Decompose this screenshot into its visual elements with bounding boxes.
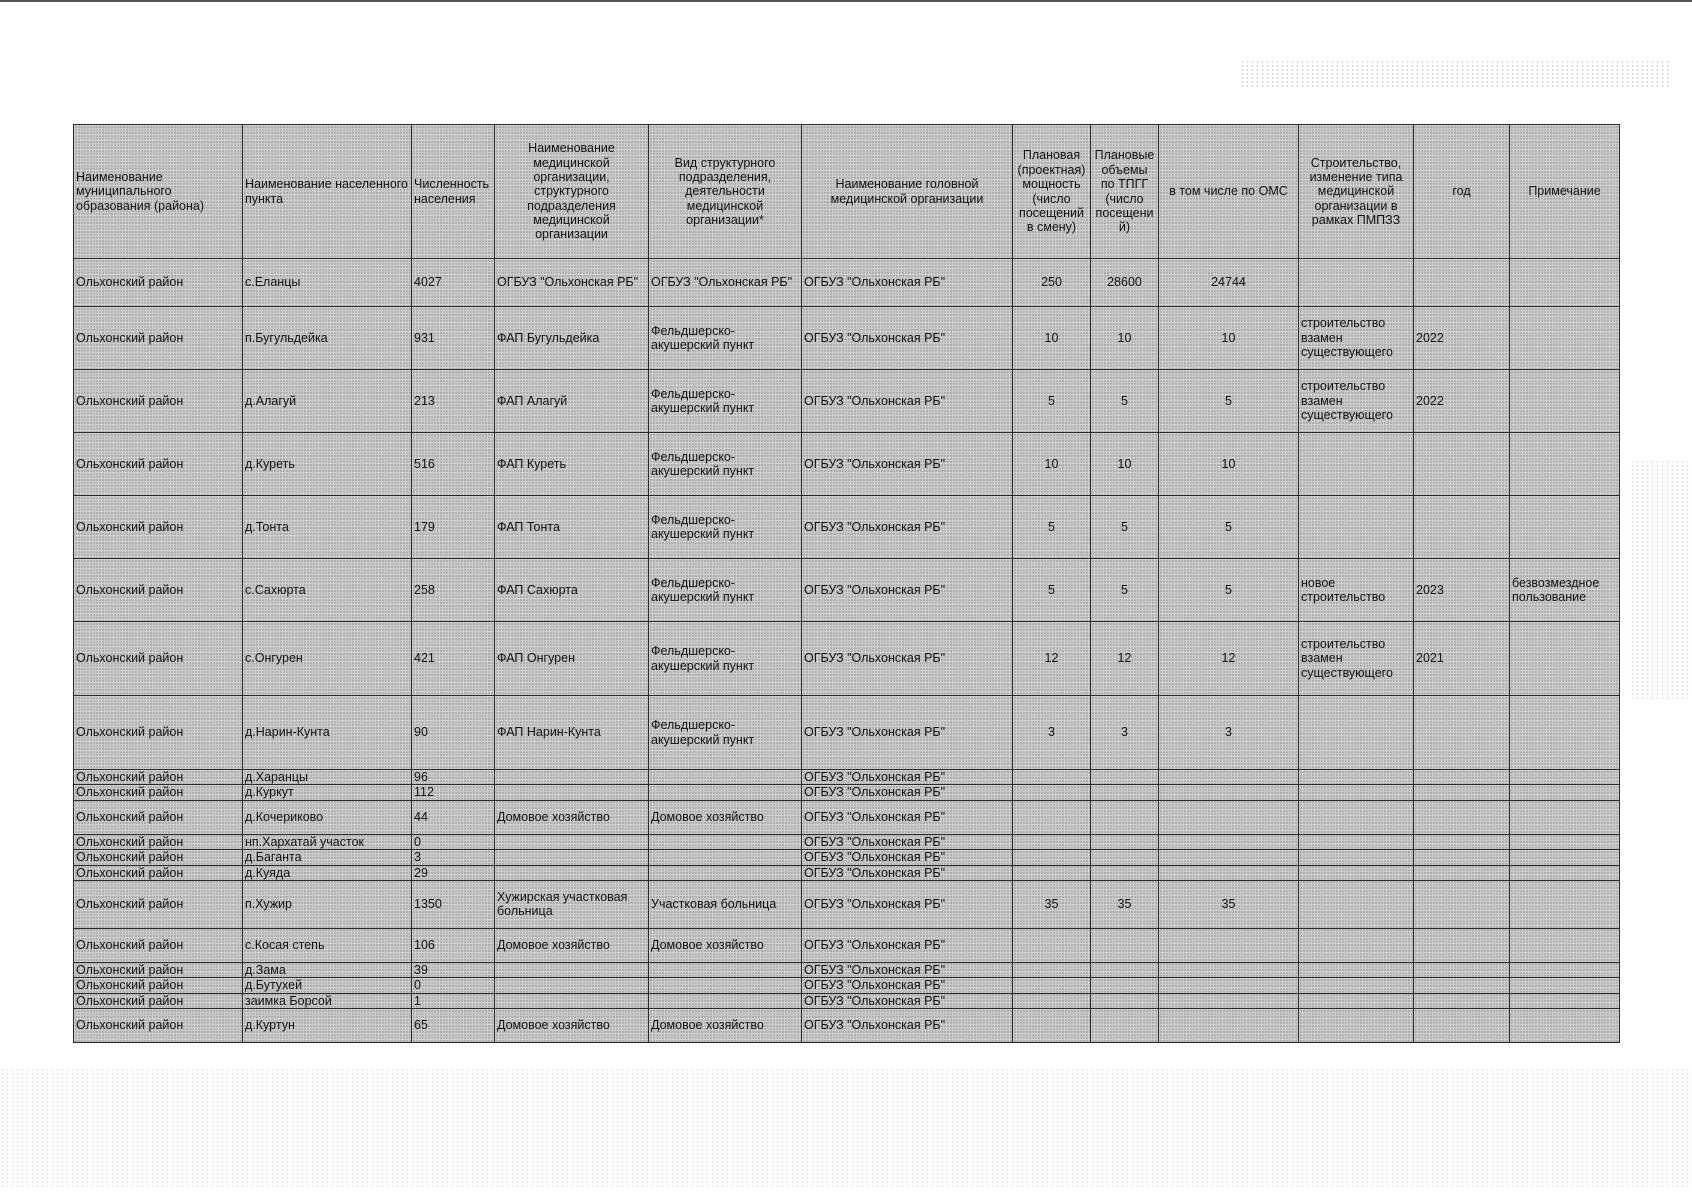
cell-head-organization: ОГБУЗ "Ольхонская РБ": [802, 834, 1013, 849]
cell-settlement: с.Косая степь: [243, 928, 412, 962]
cell-medical-organization: [495, 993, 649, 1008]
cell-head-organization: ОГБУЗ "Ольхонская РБ": [802, 800, 1013, 834]
cell-municipality: Ольхонский район: [74, 770, 243, 785]
cell-medical-organization: ФАП Бугульдейка: [495, 307, 649, 370]
cell-year: [1414, 259, 1510, 307]
cell-head-organization: ОГБУЗ "Ольхонская РБ": [802, 622, 1013, 696]
cell-medical-organization: [495, 978, 649, 993]
cell-note: безвозмездное пользование: [1510, 559, 1620, 622]
cell-planned-volumes: [1091, 770, 1159, 785]
cell-municipality: Ольхонский район: [74, 559, 243, 622]
cell-year: [1414, 785, 1510, 800]
cell-construction: строительство взамен существующего: [1299, 307, 1414, 370]
cell-medical-organization: [495, 770, 649, 785]
cell-unit-type: Фельдшерско-акушерский пункт: [649, 696, 802, 770]
cell-settlement: нп.Хархатай участок: [243, 834, 412, 849]
cell-construction: [1299, 993, 1414, 1008]
cell-planned-volumes: [1091, 785, 1159, 800]
cell-unit-type: ОГБУЗ "Ольхонская РБ": [649, 259, 802, 307]
cell-medical-organization: Хужирская участковая больница: [495, 880, 649, 928]
cell-oms: [1159, 962, 1299, 977]
cell-oms: [1159, 770, 1299, 785]
cell-municipality: Ольхонский район: [74, 433, 243, 496]
header-planned-capacity: Плановая (проектная) мощность (число посещений в смену): [1013, 125, 1091, 259]
cell-head-organization: ОГБУЗ "Ольхонская РБ": [802, 496, 1013, 559]
cell-planned-volumes: [1091, 834, 1159, 849]
cell-unit-type: [649, 865, 802, 880]
cell-construction: [1299, 850, 1414, 865]
table-row: [74, 993, 1620, 1008]
cell-planned-volumes: 5: [1091, 496, 1159, 559]
cell-year: [1414, 1009, 1510, 1043]
cell-head-organization: ОГБУЗ "Ольхонская РБ": [802, 850, 1013, 865]
table-row: [74, 850, 1620, 865]
cell-year: [1414, 770, 1510, 785]
cell-population: 0: [412, 978, 495, 993]
cell-note: [1510, 307, 1620, 370]
cell-unit-type: [649, 993, 802, 1008]
cell-settlement: д.Зама: [243, 962, 412, 977]
cell-planned-volumes: [1091, 962, 1159, 977]
cell-medical-organization: Домовое хозяйство: [495, 1009, 649, 1043]
cell-planned-volumes: [1091, 800, 1159, 834]
cell-planned-capacity: 35: [1013, 880, 1091, 928]
cell-settlement: д.Куяда: [243, 865, 412, 880]
cell-population: 4027: [412, 259, 495, 307]
cell-municipality: Ольхонский район: [74, 834, 243, 849]
cell-planned-capacity: 5: [1013, 496, 1091, 559]
cell-planned-capacity: [1013, 834, 1091, 849]
cell-population: 421: [412, 622, 495, 696]
table-row: [74, 1009, 1620, 1043]
cell-medical-organization: ФАП Тонта: [495, 496, 649, 559]
cell-medical-organization: ФАП Онгурен: [495, 622, 649, 696]
cell-head-organization: ОГБУЗ "Ольхонская РБ": [802, 962, 1013, 977]
cell-planned-volumes: 28600: [1091, 259, 1159, 307]
cell-planned-volumes: [1091, 1009, 1159, 1043]
header-construction: Строительство, изменение типа медицинской организации в рамках ПМПЗЗ: [1299, 125, 1414, 259]
cell-year: [1414, 800, 1510, 834]
cell-planned-capacity: [1013, 770, 1091, 785]
cell-medical-organization: [495, 850, 649, 865]
cell-oms: 10: [1159, 433, 1299, 496]
table-row: [74, 259, 1620, 307]
cell-settlement: д.Кочериково: [243, 800, 412, 834]
cell-head-organization: ОГБУЗ "Ольхонская РБ": [802, 259, 1013, 307]
cell-planned-volumes: [1091, 850, 1159, 865]
cell-population: 29: [412, 865, 495, 880]
cell-medical-organization: [495, 834, 649, 849]
cell-head-organization: ОГБУЗ "Ольхонская РБ": [802, 1009, 1013, 1043]
cell-note: [1510, 978, 1620, 993]
header-planned-volumes: Плановые объемы по ТПГГ (число посещений): [1091, 125, 1159, 259]
cell-note: [1510, 622, 1620, 696]
cell-population: 0: [412, 834, 495, 849]
cell-head-organization: ОГБУЗ "Ольхонская РБ": [802, 928, 1013, 962]
cell-note: [1510, 993, 1620, 1008]
cell-planned-volumes: [1091, 978, 1159, 993]
cell-year: 2022: [1414, 307, 1510, 370]
cell-unit-type: [649, 978, 802, 993]
cell-planned-volumes: [1091, 993, 1159, 1008]
cell-population: 3: [412, 850, 495, 865]
cell-note: [1510, 770, 1620, 785]
cell-municipality: Ольхонский район: [74, 850, 243, 865]
cell-year: [1414, 978, 1510, 993]
cell-year: [1414, 865, 1510, 880]
cell-note: [1510, 259, 1620, 307]
cell-construction: [1299, 785, 1414, 800]
cell-planned-capacity: 250: [1013, 259, 1091, 307]
cell-medical-organization: ФАП Алагуй: [495, 370, 649, 433]
cell-medical-organization: [495, 865, 649, 880]
cell-planned-volumes: 10: [1091, 307, 1159, 370]
cell-population: 44: [412, 800, 495, 834]
cell-planned-capacity: [1013, 928, 1091, 962]
cell-unit-type: Домовое хозяйство: [649, 928, 802, 962]
cell-oms: [1159, 850, 1299, 865]
cell-unit-type: [649, 962, 802, 977]
cell-unit-type: Фельдшерско-акушерский пункт: [649, 433, 802, 496]
cell-municipality: Ольхонский район: [74, 259, 243, 307]
cell-settlement: д.Баганта: [243, 850, 412, 865]
cell-planned-capacity: [1013, 865, 1091, 880]
cell-oms: 5: [1159, 370, 1299, 433]
cell-medical-organization: [495, 785, 649, 800]
table-row: [74, 622, 1620, 696]
table-row: [74, 696, 1620, 770]
cell-note: [1510, 433, 1620, 496]
cell-planned-volumes: [1091, 928, 1159, 962]
table-row: [74, 785, 1620, 800]
cell-planned-capacity: 10: [1013, 433, 1091, 496]
scan-noise-top-right: [1240, 60, 1670, 88]
cell-settlement: п.Бугульдейка: [243, 307, 412, 370]
cell-construction: строительство взамен существующего: [1299, 370, 1414, 433]
table-body: [74, 259, 1620, 1043]
table-row: [74, 865, 1620, 880]
cell-oms: 35: [1159, 880, 1299, 928]
facilities-table: [73, 124, 1620, 1043]
cell-settlement: с.Еланцы: [243, 259, 412, 307]
cell-settlement: д.Куркут: [243, 785, 412, 800]
cell-construction: [1299, 800, 1414, 834]
cell-year: [1414, 696, 1510, 770]
cell-note: [1510, 496, 1620, 559]
table-row: [74, 834, 1620, 849]
cell-head-organization: ОГБУЗ "Ольхонская РБ": [802, 696, 1013, 770]
cell-note: [1510, 1009, 1620, 1043]
cell-settlement: д.Нарин-Кунта: [243, 696, 412, 770]
cell-settlement: д.Харанцы: [243, 770, 412, 785]
cell-settlement: д.Алагуй: [243, 370, 412, 433]
cell-oms: 3: [1159, 696, 1299, 770]
cell-planned-volumes: 35: [1091, 880, 1159, 928]
table-row: [74, 433, 1620, 496]
cell-population: 516: [412, 433, 495, 496]
header-municipality: Наименование муниципального образования (района): [74, 125, 243, 259]
table-row: [74, 496, 1620, 559]
cell-oms: [1159, 785, 1299, 800]
cell-planned-capacity: [1013, 785, 1091, 800]
cell-unit-type: [649, 850, 802, 865]
cell-construction: [1299, 880, 1414, 928]
cell-municipality: Ольхонский район: [74, 978, 243, 993]
cell-year: [1414, 433, 1510, 496]
cell-oms: [1159, 800, 1299, 834]
cell-population: 213: [412, 370, 495, 433]
cell-year: [1414, 834, 1510, 849]
cell-settlement: п.Хужир: [243, 880, 412, 928]
cell-oms: 12: [1159, 622, 1299, 696]
cell-oms: 10: [1159, 307, 1299, 370]
cell-planned-capacity: [1013, 1009, 1091, 1043]
cell-oms: 5: [1159, 496, 1299, 559]
table-row: [74, 559, 1620, 622]
cell-planned-volumes: 5: [1091, 559, 1159, 622]
cell-medical-organization: ФАП Нарин-Кунта: [495, 696, 649, 770]
cell-municipality: Ольхонский район: [74, 370, 243, 433]
cell-construction: [1299, 770, 1414, 785]
cell-unit-type: [649, 785, 802, 800]
cell-planned-volumes: 10: [1091, 433, 1159, 496]
cell-construction: [1299, 433, 1414, 496]
cell-settlement: д.Куртун: [243, 1009, 412, 1043]
cell-year: 2023: [1414, 559, 1510, 622]
cell-planned-capacity: [1013, 962, 1091, 977]
cell-medical-organization: Домовое хозяйство: [495, 928, 649, 962]
cell-year: [1414, 880, 1510, 928]
cell-oms: 5: [1159, 559, 1299, 622]
table-header-row: [74, 125, 1620, 259]
cell-note: [1510, 865, 1620, 880]
cell-municipality: Ольхонский район: [74, 865, 243, 880]
cell-year: [1414, 993, 1510, 1008]
cell-unit-type: Фельдшерско-акушерский пункт: [649, 307, 802, 370]
header-note: Примечание: [1510, 125, 1620, 259]
cell-population: 106: [412, 928, 495, 962]
cell-construction: [1299, 696, 1414, 770]
cell-planned-capacity: 3: [1013, 696, 1091, 770]
cell-head-organization: ОГБУЗ "Ольхонская РБ": [802, 993, 1013, 1008]
cell-municipality: Ольхонский район: [74, 962, 243, 977]
cell-head-organization: ОГБУЗ "Ольхонская РБ": [802, 770, 1013, 785]
cell-year: [1414, 850, 1510, 865]
cell-note: [1510, 800, 1620, 834]
header-settlement: Наименование населенного пункта: [243, 125, 412, 259]
table-row: [74, 880, 1620, 928]
header-population: Численность населения: [412, 125, 495, 259]
cell-oms: [1159, 928, 1299, 962]
table-row: [74, 307, 1620, 370]
cell-year: 2021: [1414, 622, 1510, 696]
cell-construction: [1299, 928, 1414, 962]
cell-medical-organization: ОГБУЗ "Ольхонская РБ": [495, 259, 649, 307]
cell-municipality: Ольхонский район: [74, 785, 243, 800]
cell-note: [1510, 880, 1620, 928]
cell-settlement: д.Тонта: [243, 496, 412, 559]
cell-planned-capacity: 5: [1013, 559, 1091, 622]
cell-population: 112: [412, 785, 495, 800]
header-head-organization: Наименование головной медицинской организации: [802, 125, 1013, 259]
cell-settlement: д.Куреть: [243, 433, 412, 496]
cell-head-organization: ОГБУЗ "Ольхонская РБ": [802, 865, 1013, 880]
cell-note: [1510, 962, 1620, 977]
table-row: [74, 978, 1620, 993]
cell-population: 65: [412, 1009, 495, 1043]
cell-unit-type: Фельдшерско-акушерский пункт: [649, 370, 802, 433]
cell-population: 96: [412, 770, 495, 785]
cell-planned-capacity: 12: [1013, 622, 1091, 696]
cell-planned-volumes: 5: [1091, 370, 1159, 433]
cell-head-organization: ОГБУЗ "Ольхонская РБ": [802, 433, 1013, 496]
cell-medical-organization: Домовое хозяйство: [495, 800, 649, 834]
cell-construction: [1299, 259, 1414, 307]
cell-population: 258: [412, 559, 495, 622]
cell-note: [1510, 928, 1620, 962]
cell-medical-organization: ФАП Сахюрта: [495, 559, 649, 622]
cell-population: 179: [412, 496, 495, 559]
table-row: [74, 800, 1620, 834]
cell-planned-capacity: [1013, 978, 1091, 993]
cell-oms: [1159, 834, 1299, 849]
cell-medical-organization: ФАП Куреть: [495, 433, 649, 496]
header-year: год: [1414, 125, 1510, 259]
cell-planned-capacity: [1013, 800, 1091, 834]
cell-construction: [1299, 962, 1414, 977]
cell-planned-capacity: [1013, 850, 1091, 865]
cell-planned-capacity: 5: [1013, 370, 1091, 433]
cell-population: 1350: [412, 880, 495, 928]
cell-population: 931: [412, 307, 495, 370]
scan-noise-right-edge: [1630, 460, 1690, 700]
cell-oms: [1159, 1009, 1299, 1043]
cell-municipality: Ольхонский район: [74, 622, 243, 696]
cell-municipality: Ольхонский район: [74, 496, 243, 559]
cell-municipality: Ольхонский район: [74, 1009, 243, 1043]
cell-planned-capacity: [1013, 993, 1091, 1008]
cell-planned-volumes: 3: [1091, 696, 1159, 770]
cell-construction: [1299, 834, 1414, 849]
cell-year: [1414, 928, 1510, 962]
cell-note: [1510, 834, 1620, 849]
cell-population: 1: [412, 993, 495, 1008]
cell-construction: [1299, 1009, 1414, 1043]
cell-construction: [1299, 978, 1414, 993]
cell-year: [1414, 496, 1510, 559]
cell-settlement: заимка Борсой: [243, 993, 412, 1008]
cell-planned-volumes: 12: [1091, 622, 1159, 696]
cell-construction: [1299, 496, 1414, 559]
cell-oms: [1159, 993, 1299, 1008]
cell-unit-type: Фельдшерско-акушерский пункт: [649, 622, 802, 696]
cell-population: 90: [412, 696, 495, 770]
cell-note: [1510, 370, 1620, 433]
cell-planned-volumes: [1091, 865, 1159, 880]
cell-note: [1510, 785, 1620, 800]
scan-top-edge: [0, 0, 1692, 2]
cell-unit-type: [649, 770, 802, 785]
cell-settlement: с.Сахюрта: [243, 559, 412, 622]
cell-planned-capacity: 10: [1013, 307, 1091, 370]
cell-medical-organization: [495, 962, 649, 977]
cell-unit-type: [649, 834, 802, 849]
cell-unit-type: Фельдшерско-акушерский пункт: [649, 559, 802, 622]
cell-head-organization: ОГБУЗ "Ольхонская РБ": [802, 880, 1013, 928]
cell-oms: 24744: [1159, 259, 1299, 307]
cell-construction: [1299, 865, 1414, 880]
cell-head-organization: ОГБУЗ "Ольхонская РБ": [802, 559, 1013, 622]
cell-construction: новое строительство: [1299, 559, 1414, 622]
cell-municipality: Ольхонский район: [74, 928, 243, 962]
cell-head-organization: ОГБУЗ "Ольхонская РБ": [802, 978, 1013, 993]
header-medical-organization: Наименование медицинской организации, структурного подразделения медицинской организации: [495, 125, 649, 259]
scan-noise-bottom: [0, 1068, 1692, 1188]
cell-note: [1510, 696, 1620, 770]
cell-head-organization: ОГБУЗ "Ольхонская РБ": [802, 785, 1013, 800]
cell-year: 2022: [1414, 370, 1510, 433]
table-row: [74, 370, 1620, 433]
cell-note: [1510, 850, 1620, 865]
table-row: [74, 962, 1620, 977]
cell-year: [1414, 962, 1510, 977]
cell-municipality: Ольхонский район: [74, 307, 243, 370]
cell-construction: строительство взамен существующего: [1299, 622, 1414, 696]
cell-oms: [1159, 978, 1299, 993]
cell-municipality: Ольхонский район: [74, 800, 243, 834]
cell-population: 39: [412, 962, 495, 977]
cell-head-organization: ОГБУЗ "Ольхонская РБ": [802, 370, 1013, 433]
cell-municipality: Ольхонский район: [74, 880, 243, 928]
cell-settlement: с.Онгурен: [243, 622, 412, 696]
table-row: [74, 770, 1620, 785]
cell-unit-type: Домовое хозяйство: [649, 1009, 802, 1043]
cell-settlement: д.Бутухей: [243, 978, 412, 993]
cell-unit-type: Фельдшерско-акушерский пункт: [649, 496, 802, 559]
table-row: [74, 928, 1620, 962]
cell-oms: [1159, 865, 1299, 880]
header-unit-type: Вид структурного подразделения, деятельности медицинской организации*: [649, 125, 802, 259]
header-oms: в том числе по ОМС: [1159, 125, 1299, 259]
cell-municipality: Ольхонский район: [74, 696, 243, 770]
cell-unit-type: Участковая больница: [649, 880, 802, 928]
cell-head-organization: ОГБУЗ "Ольхонская РБ": [802, 307, 1013, 370]
cell-unit-type: Домовое хозяйство: [649, 800, 802, 834]
cell-municipality: Ольхонский район: [74, 993, 243, 1008]
